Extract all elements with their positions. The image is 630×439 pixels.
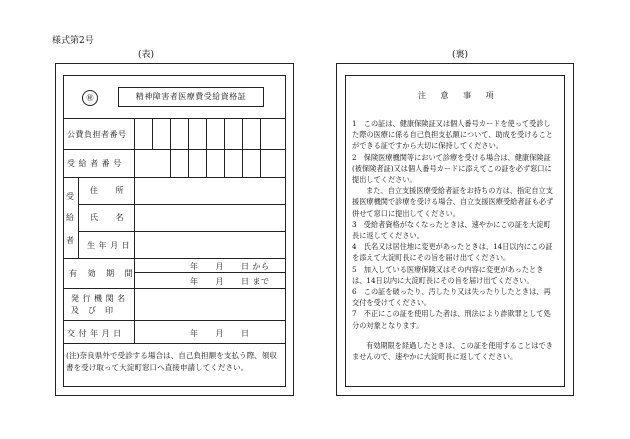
valid-from-value: 年 月 日 から: [190, 262, 270, 271]
address-label: 住 所: [90, 186, 124, 195]
form-number: 様式第2号: [52, 36, 94, 46]
table-row-divider: [78, 204, 286, 205]
front-side-heading: (表): [138, 50, 155, 60]
note-item-2-continued: また、自立支援医療受給者証をお持ちの方は、指定自立支援医療機関で診療を受ける場合、自立支援医療受給者証も必ず併せて窓口に提出してください。: [352, 186, 554, 218]
recipient-group-label-2: 給: [66, 213, 75, 222]
table-row-divider: [78, 231, 286, 232]
number-cell-divider: [152, 118, 153, 149]
number-cell-divider: [188, 118, 189, 177]
birth-date-label: 生 年 月 日: [87, 241, 131, 250]
table-row-divider: [63, 288, 286, 289]
table-row-divider: [134, 272, 286, 273]
number-cell-divider: [224, 118, 225, 177]
number-cell-divider: [260, 118, 261, 177]
table-row-divider: [63, 149, 286, 150]
number-cell-divider: [242, 118, 243, 177]
table-bottom-border: [63, 343, 286, 344]
out-of-prefecture-note: (注)奈良県外で受診する場合は、自己負担額を支払う際、領収書を受け取って大淀町窓口へ直接申請してください。: [66, 351, 277, 372]
note-item-2: 2 保険医療機関等において診療を受ける場合は、健康保険証(被保険者証)又は個人番号カードに添えてこの証を必ず窓口に提出してください。: [352, 152, 552, 185]
table-top-border: [63, 118, 286, 119]
table-row-divider: [63, 177, 286, 178]
recipient-number-label: 受 給 者 番 号: [67, 159, 122, 168]
notes-title: 注 意 事 項: [418, 91, 500, 100]
issuer-label-line-2: 及 び 印: [71, 306, 114, 315]
expiry-notice: 有効期限を経過したときは、この証を使用することはできませんので、速やかに大淀町長に返してください。: [352, 340, 553, 362]
number-cell-divider: [170, 118, 171, 177]
table-row-divider: [63, 320, 286, 321]
seal-stamp: ㊙: [82, 90, 98, 106]
table-column-divider: [134, 118, 135, 343]
issue-date-label: 交 付 年 月 日: [67, 329, 122, 338]
valid-period-label: 有 効 期 間: [69, 269, 137, 278]
note-item-3: 3 受給者資格がなくなったときは、速やかにこの証を大淀町長に返してください。: [352, 219, 551, 241]
number-cell-divider: [206, 118, 207, 177]
issue-date-value: 年 月 日: [190, 329, 250, 338]
payer-number-label: 公費負担者番号: [67, 130, 127, 139]
certificate-title: 精神障害者医療費受給資格証: [118, 87, 264, 107]
recipient-group-label-3: 者: [66, 236, 75, 245]
valid-to-value: 年 月 日 まで: [190, 277, 270, 286]
note-item-5: 5 加入している医療保険又はその内容に変更があったときは、14日以内に大淀町長にその旨を届け出てください。: [352, 264, 544, 285]
note-item-7: 7 不正にこの証を使用した者は、刑法により詐欺罪として処分の対象となります。: [352, 309, 551, 330]
recipient-group-label-1: 受: [66, 192, 75, 201]
table-row-divider: [63, 258, 286, 259]
notes-list: [352, 118, 557, 362]
note-item-4: 4 氏名又は居住地に変更があったときは、14日以内にこの証を添えて大淀町長にその旨を届け出てください。: [352, 242, 553, 263]
note-item-6: 6 この証を破ったり、汚したり又は失ったりしたときは、再交付を受けてください。: [352, 287, 551, 308]
name-label: 氏 名: [90, 213, 124, 222]
note-item-1: 1 この証は、健康保険証又は個人番号カードを使って受診した際の医療に係る自己負担支払額について、助成を受けることができる証ですから大切に保持してください。: [352, 119, 553, 151]
issuer-label-line-1: 発 行 機 関 名: [71, 294, 126, 303]
table-column-divider: [78, 177, 79, 258]
back-side-heading: (裏): [452, 50, 469, 60]
